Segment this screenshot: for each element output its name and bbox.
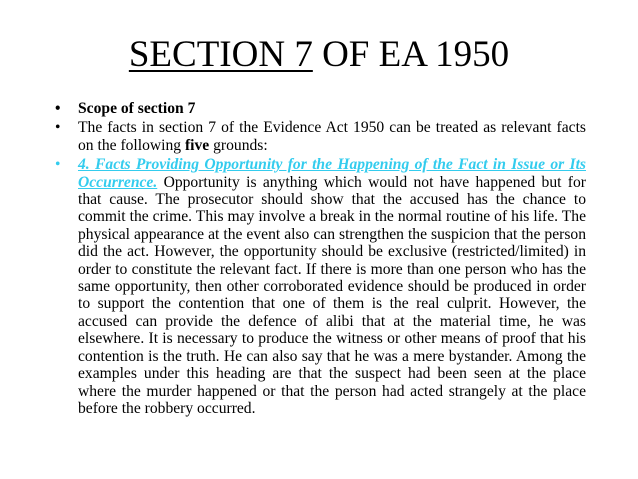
bullet-grounds bbox=[55, 119, 586, 154]
bullet-scope-text: Scope of section 7 bbox=[78, 100, 196, 117]
bullet-dot-icon: • bbox=[55, 100, 61, 117]
slide-title bbox=[0, 33, 638, 77]
bullet-dot-icon: • bbox=[55, 156, 61, 174]
title-rest: OF EA 1950 bbox=[312, 34, 510, 75]
bullet-list bbox=[55, 100, 586, 419]
bullet-grounds-bold: five bbox=[184, 136, 210, 154]
bullet-opportunity-heading: 4. Facts Providing Opportunity for the Happening of the Fact in Issue or Its Occurrence. bbox=[78, 156, 586, 191]
bullet-opportunity-body: Opportunity is anything which would not have happened but for that cause. The prosecutor should show that the accused has the chance to commit the crime. This may involve a break in the normal routine of his life. The physical appearance at the event also can strengthen the suspicion that the person did the act. However, the opportunity should be exclusive (restricted/limited) in order to constitute the relevant fact. If there is more than one person who has the same opportunity, then other corroborated evidence should be produced in order to support the contention that one of them is the real culprit. However, the accused can provide the defence of alibi that at the material time, he was elsewhere. It is necessary to produce the witness or other means of proof that his contention is the truth. He can also say that he was a mere bystander. Among the examples under this heading are that the suspect had been seen at the place where the murder happened or that the person had acted strangely at the place before the robbery occurred. bbox=[78, 173, 586, 417]
bullet-grounds-text: The facts in section 7 of the Evidence Act 1950 can be treated as relevant facts on the following bbox=[78, 119, 586, 154]
bullet-opportunity bbox=[55, 156, 586, 417]
bullet-grounds-end: grounds: bbox=[209, 136, 268, 154]
bullet-scope bbox=[55, 100, 586, 117]
bullet-dot-icon: • bbox=[55, 119, 61, 137]
title-section-number: SECTION 7 bbox=[128, 34, 313, 75]
